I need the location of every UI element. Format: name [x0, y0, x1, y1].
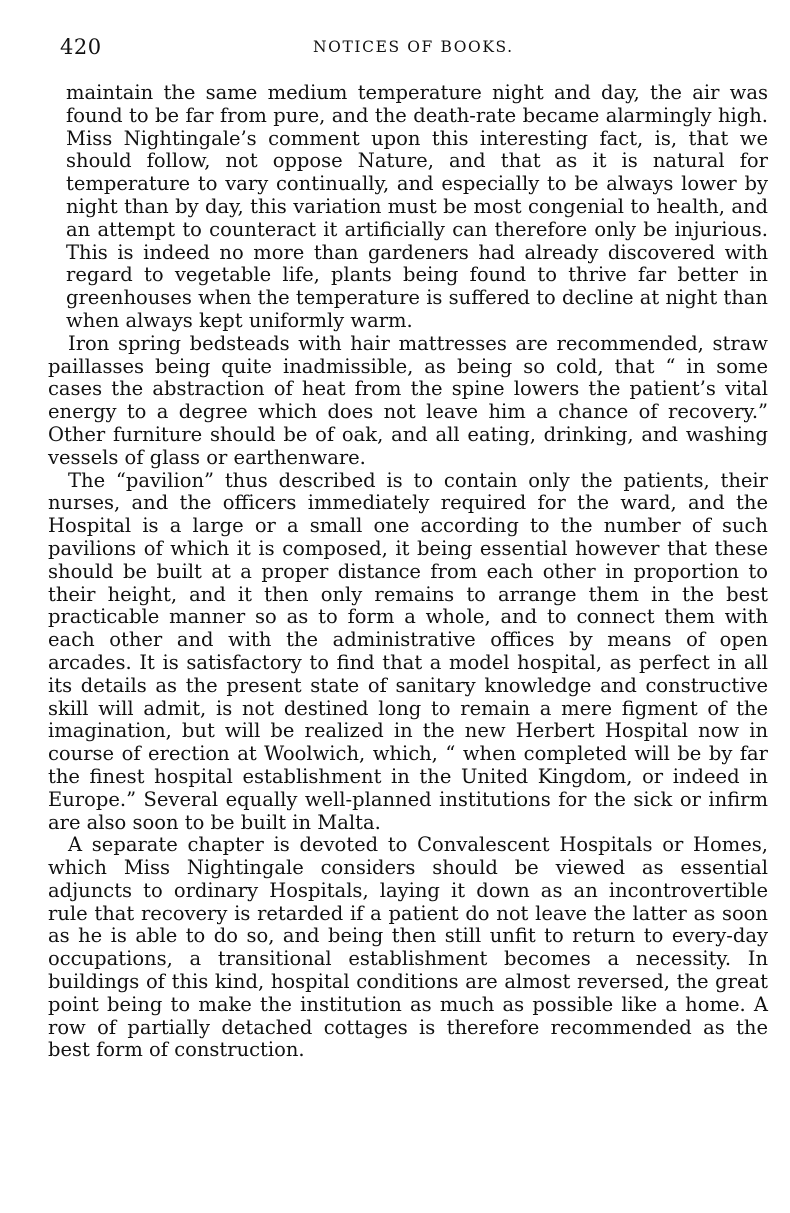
- running-title: NOTICES OF BOOKS.: [313, 38, 514, 56]
- page-header: [60, 34, 760, 60]
- paragraph-convalescent: A separate chapter is devoted to Convalescent Hospitals or Homes, which Miss Nightingale considers should be viewed as essential adjuncts to ordinary Hospitals, laying it down as an incontrovertible rule that recovery is retarded if a patient do not leave the latter as soon as he is able to do so, and being then still unfit to return to every-day occupations, a transitional establishment becomes a necessity. In buildings of this kind, hospital conditions are almost reversed, the great point being to make the institution as much as possible like a home. A row of partially detached cottages is therefore recommended as the best form of construction.: [48, 833, 768, 1062]
- paragraph-pavilion: The “pavilion” thus described is to contain only the patients, their nurses, and the officers immediately required for the ward, and the Hospital is a large or a small one according to the number of such pavilions of which it is composed, it being essential however that these should be built at a proper distance from each other in proportion to their height, and it then only remains to arrange them in the best practicable manner so as to form a whole, and to connect them with each other and with the administrative offices by means of open arcades. It is satisfactory to find that a model hospital, as perfect in all its details as the present state of sanitary knowledge and constructive skill will admit, is not destined long to remain a mere figment of the imagination, but will be realized in the new Herbert Hospital now in course of erection at Woolwich, which, “ when completed will be by far the finest hospital establishment in the United Kingdom, or indeed in Europe.” Several equally well-planned institutions for the sick or infirm are also soon to be built in Malta.: [48, 468, 768, 834]
- paragraph-continued: maintain the same medium temperature night and day, the air was found to be far from pure, and the death-rate became alarmingly high. Miss Nightingale’s comment upon this interesting fact, is, that we should follow, not oppose Nature, and that as it is natural for temperature to vary continually, and especially to be always lower by night than by day, this variation must be most congenial to health, and an attempt to counteract it artificially can therefore only be injurious. This is indeed no more than gardeners had already discovered with regard to vegetable life, plants being found to thrive far better in greenhouses when the temperature is suffered to decline at night than when always kept uniformly warm.: [66, 81, 768, 332]
- page-number: 420: [60, 35, 102, 59]
- body-text: [48, 82, 768, 1062]
- paragraph-bedsteads: Iron spring bedsteads with hair mattresses are recommended, straw paillasses being quite inadmissible, as being so cold, that “ in some cases the abstraction of heat from the spine lowers the patient’s vital energy to a degree which does not leave him a chance of recovery.” Other furniture should be of oak, and all eating, drinking, and washing vessels of glass or earthenware.: [48, 331, 768, 469]
